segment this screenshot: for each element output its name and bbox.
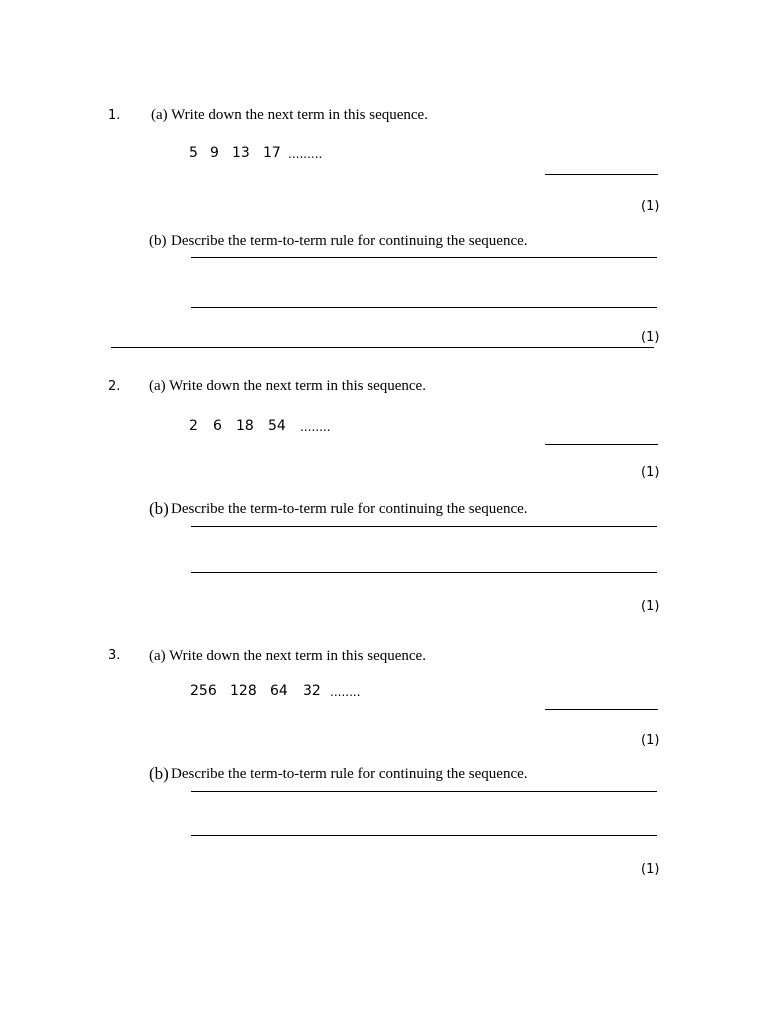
sequence-term: 54 [268,418,286,434]
answer-line-a[interactable] [545,709,658,710]
answer-line-b2[interactable] [191,572,657,573]
question-part-a: (a) Write down the next term in this sequence. [151,107,428,123]
answer-line-b2[interactable] [191,307,657,308]
sequence-term: 5 [189,145,198,161]
sequence-term: 6 [213,418,222,434]
marks-a: (1) [641,465,660,480]
marks-a: (1) [641,733,660,748]
question-number: 1. [108,108,121,123]
marks-b: (1) [641,599,660,614]
answer-line-b1[interactable] [191,526,657,527]
answer-line-b1[interactable] [191,257,657,258]
question-number: 2. [108,379,121,394]
marks-b: (1) [641,330,660,345]
marks-a: (1) [641,199,660,214]
answer-line-b2[interactable] [191,835,657,836]
question-part-b: Describe the term-to-term rule for continuing the sequence. [171,233,528,249]
question-part-a: (a) Write down the next term in this sequence. [149,378,426,394]
sequence-dots: ........ [330,685,361,699]
sequence-dots: ......... [288,147,323,161]
sequence-term: 9 [210,145,219,161]
question-part-b: Describe the term-to-term rule for continuing the sequence. [171,501,528,517]
sequence-term: 2 [189,418,198,434]
sequence-term: 13 [232,145,250,161]
question-part-a: (a) Write down the next term in this sequence. [149,648,426,664]
question-number: 3. [108,648,121,663]
sequence-term: 32 [303,683,321,699]
sequence-term: 18 [236,418,254,434]
marks-b: (1) [641,862,660,877]
sequence-dots: ........ [300,420,331,434]
question-part-b-label: (b) [149,233,167,249]
sequence-term: 64 [270,683,288,699]
answer-line-a[interactable] [545,174,658,175]
answer-line-a[interactable] [545,444,658,445]
sequence-term: 256 [190,683,217,699]
sequence-term: 128 [230,683,257,699]
sequence-term: 17 [263,145,281,161]
question-part-b-label: (b) [149,499,169,518]
section-divider [111,347,654,348]
question-part-b: Describe the term-to-term rule for continuing the sequence. [171,766,528,782]
answer-line-b1[interactable] [191,791,657,792]
question-part-b-label: (b) [149,764,169,783]
